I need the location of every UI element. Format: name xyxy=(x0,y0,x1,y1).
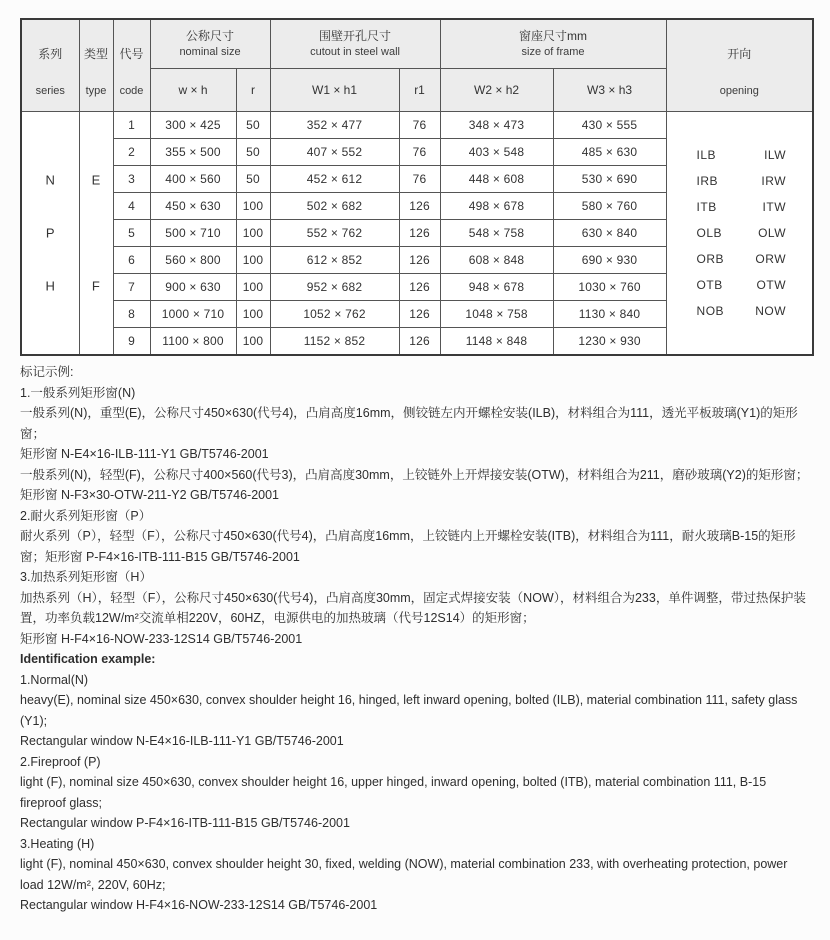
col-header-code xyxy=(113,19,150,112)
cell-w1h1: 502 × 682 xyxy=(270,193,399,220)
opening-code: OLW xyxy=(758,226,787,240)
col-header-cutout xyxy=(270,19,440,69)
col-header-opening xyxy=(666,19,813,112)
series-h: H xyxy=(45,278,56,294)
cell-r: 100 xyxy=(236,274,270,301)
cell-w1h1: 1152 × 852 xyxy=(270,328,399,356)
cell-code: 4 xyxy=(113,193,150,220)
code-label-en: code xyxy=(119,85,144,98)
subheader-w3h3: W3 × h3 xyxy=(553,69,666,112)
type-e: E xyxy=(91,172,101,188)
opening-code: ITB xyxy=(696,200,717,214)
opening-code: NOB xyxy=(696,304,725,318)
cell-w1h1: 407 × 552 xyxy=(270,139,399,166)
opening-code: ILB xyxy=(696,148,717,162)
note-line: Rectangular window H-F4×16-NOW-233-12S14 GB/T5746-2001 xyxy=(20,898,378,912)
cell-code: 2 xyxy=(113,139,150,166)
note-line: 矩形窗 H-F4×16-NOW-233-12S14 GB/T5746-2001 xyxy=(20,631,303,646)
subheader-wh: w × h xyxy=(150,69,236,112)
series-p: P xyxy=(45,225,55,241)
cell-r1: 126 xyxy=(399,193,440,220)
cell-code: 1 xyxy=(113,112,150,139)
col-header-nominal-size xyxy=(150,19,270,69)
opening-codes xyxy=(667,112,813,354)
notes-section xyxy=(20,362,812,916)
type-label-en: type xyxy=(85,85,107,98)
subheader-w1h1: W1 × h1 xyxy=(270,69,399,112)
cell-w1h1: 952 × 682 xyxy=(270,274,399,301)
cell-w1h1: 612 × 852 xyxy=(270,247,399,274)
frame-label-en: size of frame xyxy=(521,45,585,58)
opening-pair xyxy=(667,168,813,194)
opening-cell xyxy=(666,112,813,356)
cell-w2h2: 448 × 608 xyxy=(440,166,553,193)
cell-r: 50 xyxy=(236,139,270,166)
col-header-type xyxy=(79,19,113,112)
note-line: 耐火系列（P），轻型（F），公称尺寸450×630(代号4)，凸肩高度16mm，上铰链内上开螺栓安装(ITB)，材料组合为111，耐火玻璃B-15的矩形窗；矩形窗 P-F4×16-ITB-111-B15 GB/T5746-2001 xyxy=(20,529,796,564)
cell-wh: 400 × 560 xyxy=(150,166,236,193)
cutout-label-zh: 围壁开孔尺寸 xyxy=(319,29,392,44)
cell-w3h3: 630 × 840 xyxy=(553,220,666,247)
frame-label-zh: 窗座尺寸mm xyxy=(519,29,588,44)
note-line: 2.耐火系列矩形窗（P） xyxy=(20,508,152,523)
cell-w3h3: 580 × 760 xyxy=(553,193,666,220)
col-header-series xyxy=(21,19,79,112)
series-n: N xyxy=(45,172,56,188)
note-line: 矩形窗 N-F3×30-OTW-211-Y2 GB/T5746-2001 xyxy=(20,488,280,502)
cell-w1h1: 1052 × 762 xyxy=(270,301,399,328)
subheader-r: r xyxy=(236,69,270,112)
cell-w1h1: 452 × 612 xyxy=(270,166,399,193)
opening-code: ORB xyxy=(696,252,725,266)
note-line: light (F), nominal size 450×630, convex shoulder height 16, upper hinged, inward opening, bolted (ITB), material combination 111, B-15 fireproof glass; xyxy=(20,775,767,810)
cell-wh: 560 × 800 xyxy=(150,247,236,274)
cell-w3h3: 1130 × 840 xyxy=(553,301,666,328)
cell-code: 6 xyxy=(113,247,150,274)
cell-w2h2: 348 × 473 xyxy=(440,112,553,139)
cell-r1: 126 xyxy=(399,274,440,301)
cell-wh: 900 × 630 xyxy=(150,274,236,301)
type-cell xyxy=(79,112,113,356)
cell-r: 100 xyxy=(236,328,270,356)
cell-wh: 300 × 425 xyxy=(150,112,236,139)
note-line: 3.加热系列矩形窗（H） xyxy=(20,570,152,584)
type-f: F xyxy=(91,278,101,294)
cell-w2h2: 608 × 848 xyxy=(440,247,553,274)
cell-r: 50 xyxy=(236,166,270,193)
opening-pair xyxy=(667,142,813,168)
code-label-zh: 代号 xyxy=(119,46,144,61)
cell-w3h3: 1030 × 760 xyxy=(553,274,666,301)
opening-label-en: opening xyxy=(719,85,759,98)
opening-pair xyxy=(667,272,813,298)
series-label-zh: 系列 xyxy=(38,46,63,61)
cell-r1: 126 xyxy=(399,328,440,356)
cell-code: 9 xyxy=(113,328,150,356)
opening-pair xyxy=(667,246,813,272)
cell-r1: 76 xyxy=(399,139,440,166)
nominal-label-zh: 公称尺寸 xyxy=(186,29,235,44)
cell-w3h3: 485 × 630 xyxy=(553,139,666,166)
opening-code: IRW xyxy=(761,174,787,188)
cell-w3h3: 1230 × 930 xyxy=(553,328,666,356)
note-line: 2.Fireproof (P) xyxy=(20,754,101,769)
cutout-label-en: cutout in steel wall xyxy=(310,45,400,58)
note-line: Rectangular window P-F4×16-ITB-111-B15 GB/T5746-2001 xyxy=(20,816,350,830)
cell-w1h1: 552 × 762 xyxy=(270,220,399,247)
subheader-r1: r1 xyxy=(399,69,440,112)
note-line: light (F), nominal 450×630, convex shoulder height 30, fixed, welding (NOW), material combination 233, with overheating protection, power load 12W/m², 220V, 60Hz; xyxy=(20,857,788,892)
cell-code: 5 xyxy=(113,220,150,247)
table-row xyxy=(21,112,813,139)
cell-r1: 126 xyxy=(399,301,440,328)
note-line: 3.Heating (H) xyxy=(20,836,95,851)
cell-wh: 355 × 500 xyxy=(150,139,236,166)
note-line: 1.Normal(N) xyxy=(20,672,89,687)
cell-r: 50 xyxy=(236,112,270,139)
note-line: 加热系列（H），轻型（F），公称尺寸450×630(代号4)，凸肩高度30mm，固定式焊接安装（NOW），材料组合为233，单件调整，带过热保护装置，功率负载12W/m²交流单相220V，60HZ，电源供电的加热玻璃（代号12S14）的矩形窗； xyxy=(20,590,806,625)
note-line: 1.一般系列矩形窗(N) xyxy=(20,385,136,400)
note-line: heavy(E), nominal size 450×630, convex shoulder height 16, hinged, left inward opening, bolted (ILB), material combination 111, safety glass (Y1); xyxy=(20,693,798,728)
cell-w2h2: 498 × 678 xyxy=(440,193,553,220)
opening-code: IRB xyxy=(696,174,719,188)
type-label-zh: 类型 xyxy=(83,46,108,61)
cell-r: 100 xyxy=(236,247,270,274)
cell-r1: 76 xyxy=(399,166,440,193)
cell-w2h2: 1048 × 758 xyxy=(440,301,553,328)
opening-code: OTW xyxy=(756,278,787,292)
opening-code: OTB xyxy=(696,278,723,292)
opening-code: NOW xyxy=(755,304,787,318)
window-size-table xyxy=(20,18,814,356)
cell-w2h2: 403 × 548 xyxy=(440,139,553,166)
cell-w1h1: 352 × 477 xyxy=(270,112,399,139)
note-line: 矩形窗 N-E4×16-ILB-111-Y1 GB/T5746-2001 xyxy=(20,447,269,461)
col-header-frame-size xyxy=(440,19,666,69)
cell-r1: 126 xyxy=(399,247,440,274)
cell-r: 100 xyxy=(236,220,270,247)
opening-code: ORW xyxy=(755,252,787,266)
cell-w3h3: 430 × 555 xyxy=(553,112,666,139)
cell-r1: 126 xyxy=(399,220,440,247)
opening-code: OLB xyxy=(696,226,723,240)
cell-w2h2: 948 × 678 xyxy=(440,274,553,301)
opening-code: ITW xyxy=(762,200,787,214)
opening-pair xyxy=(667,194,813,220)
notes-zh-title: 标记示例: xyxy=(20,365,74,379)
opening-code: ILW xyxy=(764,148,787,162)
opening-pair xyxy=(667,220,813,246)
cell-w3h3: 530 × 690 xyxy=(553,166,666,193)
cell-r: 100 xyxy=(236,193,270,220)
nominal-label-en: nominal size xyxy=(179,45,241,58)
cell-w3h3: 690 × 930 xyxy=(553,247,666,274)
cell-wh: 1000 × 710 xyxy=(150,301,236,328)
notes-en-title: Identification example: xyxy=(20,652,156,666)
cell-wh: 1100 × 800 xyxy=(150,328,236,356)
cell-wh: 450 × 630 xyxy=(150,193,236,220)
opening-pair xyxy=(667,298,813,324)
note-line: 一般系列(N)，轻型(F)，公称尺寸400×560(代号3)，凸肩高度30mm，上铰链外上开焊接安装(OTW)，材料组合为211，磨砂玻璃(Y2)的矩形窗； xyxy=(20,467,809,482)
note-line: 一般系列(N)，重型(E)，公称尺寸450×630(代号4)，凸肩高度16mm，侧铰链左内开螺栓安装(ILB)，材料组合为111，透光平板玻璃(Y1)的矩形窗； xyxy=(20,406,798,441)
cell-w2h2: 548 × 758 xyxy=(440,220,553,247)
series-label-en: series xyxy=(35,85,65,98)
note-line: Rectangular window N-E4×16-ILB-111-Y1 GB/T5746-2001 xyxy=(20,734,344,748)
cell-code: 3 xyxy=(113,166,150,193)
opening-label-zh: 开向 xyxy=(727,46,752,61)
cell-w2h2: 1148 × 848 xyxy=(440,328,553,356)
subheader-w2h2: W2 × h2 xyxy=(440,69,553,112)
cell-wh: 500 × 710 xyxy=(150,220,236,247)
cell-r1: 76 xyxy=(399,112,440,139)
cell-code: 8 xyxy=(113,301,150,328)
cell-code: 7 xyxy=(113,274,150,301)
series-cell xyxy=(21,112,79,356)
cell-r: 100 xyxy=(236,301,270,328)
